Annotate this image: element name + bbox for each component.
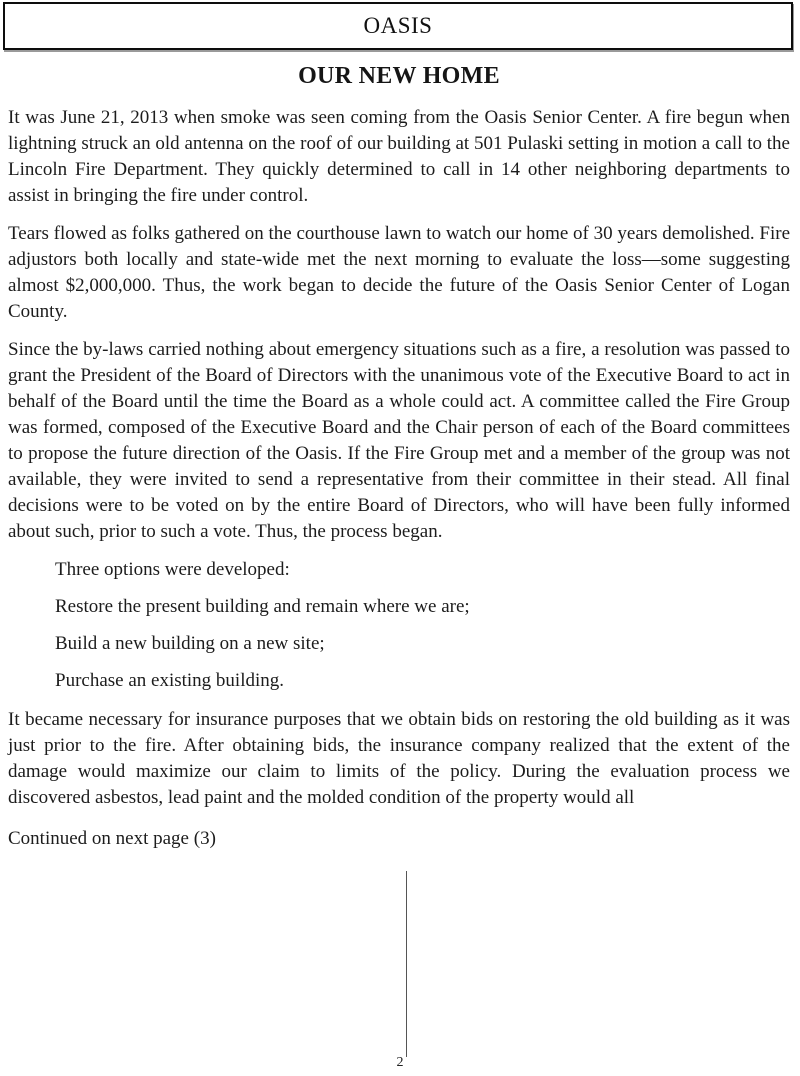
continuation-note: Continued on next page (3) (8, 828, 216, 849)
paragraph-fire-group: Since the by-laws carried nothing about emergency situations such as a fire, a resolution was passed to grant the President of the Board of Directors with the unanimous vote of the Executive Board to act in behalf of the Board until the time the Board as a whole could act. A committee called the Fire Group was formed, composed of the Executive Board and the Chair person of each of the Board committees to propose the future direction of the Oasis. If the Fire Group met and a member of the group was not available, they were invited to send a representative from their committee in their stead. All final decisions were to be voted on by the entire Board of Directors, who will have been fully informed about such, prior to such a vote. Thus, the process began. (8, 339, 790, 542)
options-intro: Three options were developed: (55, 559, 290, 580)
page-number: 2 (396, 1055, 404, 1070)
option-item-build: Build a new building on a new site; (55, 633, 325, 654)
paragraph-fire-start: It was June 21, 2013 when smoke was seen coming from the Oasis Senior Center. A fire begun when lightning struck an old antenna on the roof of our building at 501 Pulaski setting in motion a call to the Lincoln Fire Department. They quickly determined to call in 14 other neighboring departments to assist in bringing the fire under control. (8, 107, 790, 206)
article-body (0, 58, 800, 852)
paragraph-insurance: It became necessary for insurance purposes that we obtain bids on restoring the old building as it was just prior to the fire. After obtaining bids, the insurance company realized that the extent of the damage would maximize our claim to limits of the policy. During the evaluation process we discovered asbestos, lead paint and the molded condition of the property would all (8, 709, 790, 808)
option-item-restore: Restore the present building and remain where we are; (55, 596, 470, 617)
masthead-title: OASIS (363, 13, 433, 38)
paragraph-demolition: Tears flowed as folks gathered on the courthouse lawn to watch our home of 30 years demolished. Fire adjustors both locally and state-wide met the next morning to evaluate the loss—some suggesting almost $2,000,000. Thus, the work began to decide the future of the Oasis Senior Center of Logan County. (8, 223, 790, 322)
option-item-purchase: Purchase an existing building. (55, 670, 285, 691)
masthead-box (3, 2, 793, 50)
column-divider-line (406, 871, 407, 1057)
article-title: OUR NEW HOME (298, 63, 500, 89)
